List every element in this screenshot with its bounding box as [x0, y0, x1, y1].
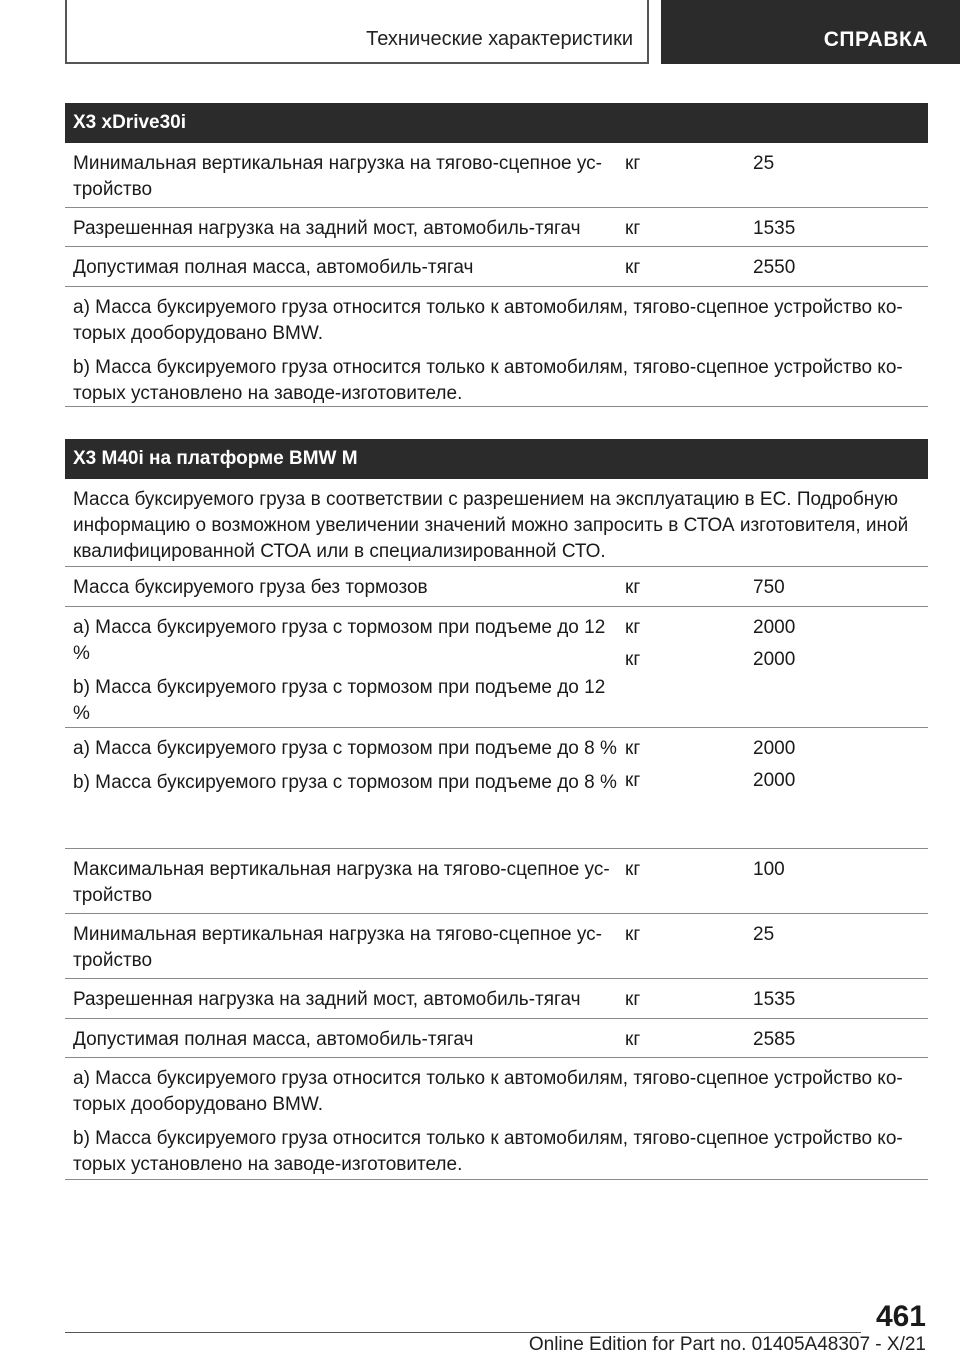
row-value: 1535 [753, 218, 796, 239]
row-label: Допустимая полная масса, автомобиль-тягач [73, 1029, 474, 1050]
row-unit: кг [625, 989, 641, 1010]
row-value-a: 2000 [753, 617, 796, 638]
row-unit-b: кг [625, 649, 641, 670]
row-value: 1535 [753, 989, 796, 1010]
table-row [65, 607, 928, 728]
footer-edition: Online Edition for Part no. 01405A48307 - X/21 [528, 1334, 926, 1355]
footer-divider [65, 1332, 861, 1333]
table-row [65, 247, 928, 287]
row-value: 750 [753, 577, 785, 598]
section-title-bar: X3 xDrive30i [65, 103, 928, 143]
row-label-a: a) Масса буксируемого груза с тормозом при подъеме до 12 % [73, 617, 606, 664]
row-unit: кг [625, 577, 641, 598]
table-row [65, 849, 928, 914]
row-unit: кг [625, 218, 641, 239]
row-label-b: b) Масса буксируемого груза с тормозом при подъеме до 8 % [73, 772, 617, 793]
header-chapter-title: СПРАВКА [823, 28, 928, 51]
note-b: b) Масса буксируемого груза относится только к автомобилям, тягово-сцепное устройство ко-торых установлено на заводе-изготовителе. [73, 1128, 903, 1175]
table-row [65, 567, 928, 607]
row-label: Минимальная вертикальная нагрузка на тягово-сцепное ус-тройство [73, 924, 602, 971]
row-value-a: 2000 [753, 738, 796, 759]
row-unit: кг [625, 257, 641, 278]
header-section-title: Технические характеристики [366, 28, 633, 50]
row-unit: кг [625, 859, 641, 880]
row-label: Разрешенная нагрузка на задний мост, автомобиль-тягач [73, 989, 581, 1010]
table-row [65, 208, 928, 247]
table-row [65, 979, 928, 1019]
note-a: a) Масса буксируемого груза относится только к автомобилям, тягово-сцепное устройство ко-торых дооборудовано BMW. [73, 1068, 903, 1115]
page-number: 461 [875, 1300, 926, 1333]
row-unit: кг [625, 1029, 641, 1050]
row-label: Допустимая полная масса, автомобиль-тягач [73, 257, 474, 278]
intro-block [65, 479, 928, 567]
notes-block [65, 287, 928, 407]
header-section-box [65, 0, 649, 64]
row-unit-a: кг [625, 617, 641, 638]
row-unit-b: кг [625, 770, 641, 791]
section-x3-m40i [65, 439, 928, 1180]
row-unit: кг [625, 153, 641, 174]
notes-block [65, 1058, 928, 1180]
note-b: b) Масса буксируемого груза относится только к автомобилям, тягово-сцепное устройство ко-торых установлено на заводе-изготовителе. [73, 357, 903, 404]
row-label-a: a) Масса буксируемого груза с тормозом при подъеме до 8 % [73, 738, 617, 759]
row-label: Разрешенная нагрузка на задний мост, автомобиль-тягач [73, 218, 581, 239]
row-unit: кг [625, 924, 641, 945]
table-row [65, 728, 928, 849]
section-title-bar: X3 M40i на платформе BMW M [65, 439, 928, 479]
row-label: Минимальная вертикальная нагрузка на тягово-сцепное ус-тройство [73, 153, 602, 200]
intro-text: Масса буксируемого груза в соответствии с разрешением на эксплуатацию в ЕС. Подробную информацию о возможном увеличении значений можно запросить в СТОА изготовителя, иной квалифицированной СТОА или в специализированной СТО. [73, 489, 909, 562]
table-row [65, 143, 928, 208]
row-label: Масса буксируемого груза без тормозов [73, 577, 428, 598]
row-value: 25 [753, 924, 775, 945]
section-x3-xdrive30i [65, 103, 928, 407]
note-a: a) Масса буксируемого груза относится только к автомобилям, тягово-сцепное устройство ко-торых дооборудовано BMW. [73, 297, 903, 344]
table-row [65, 1019, 928, 1058]
row-value: 25 [753, 153, 775, 174]
row-value: 2550 [753, 257, 796, 278]
row-label-b: b) Масса буксируемого груза с тормозом при подъеме до 12 % [73, 677, 606, 724]
header-chapter-box [661, 0, 960, 64]
row-label: Максимальная вертикальная нагрузка на тягово-сцепное ус-тройство [73, 859, 610, 906]
row-value-b: 2000 [753, 770, 796, 791]
table-row [65, 914, 928, 979]
row-unit-a: кг [625, 738, 641, 759]
row-value: 2585 [753, 1029, 796, 1050]
row-value-b: 2000 [753, 649, 796, 670]
row-value: 100 [753, 859, 785, 880]
